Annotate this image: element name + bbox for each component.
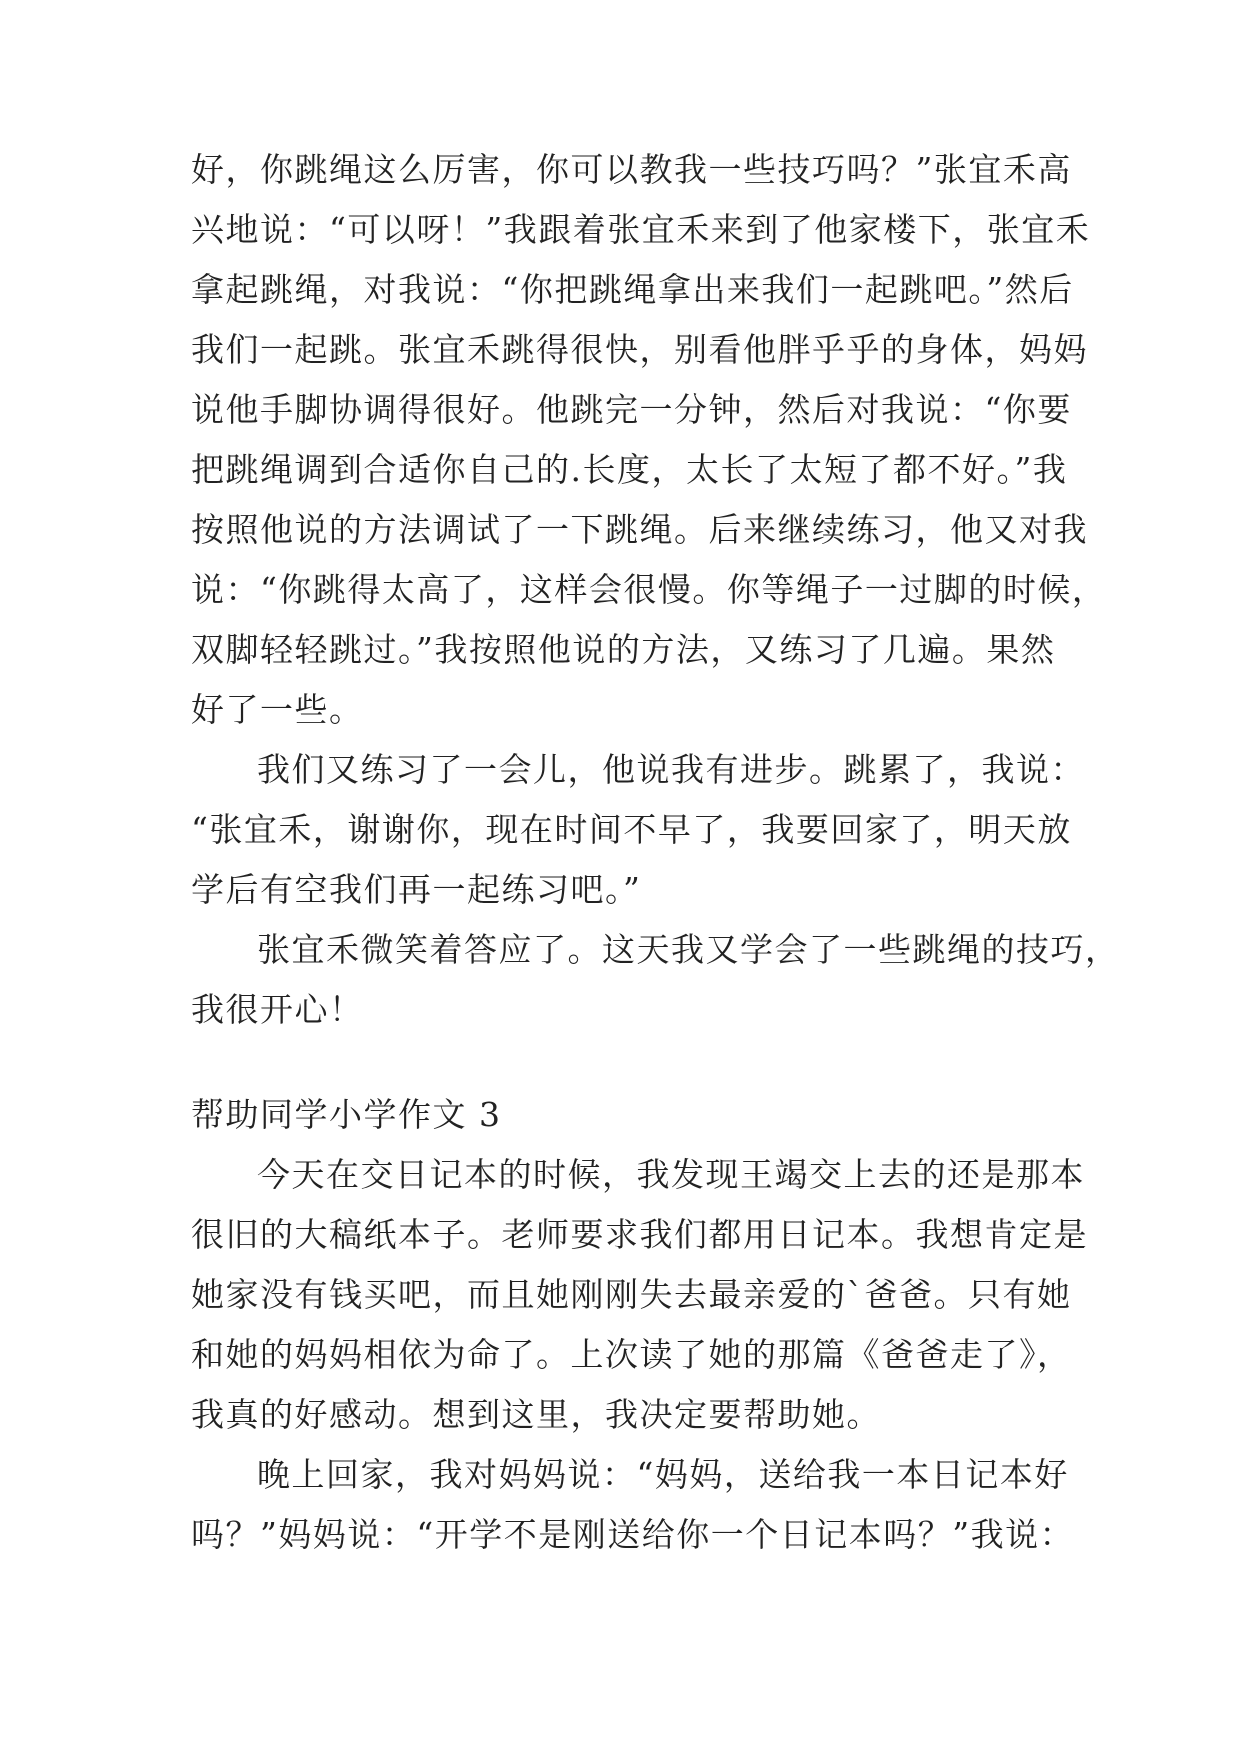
text-line: 张宜禾微笑着答应了。这天我又学会了一些跳绳的技巧， <box>257 930 1120 969</box>
text-line: 吗？”妈妈说：“开学不是刚送给你一个日记本吗？”我说： <box>191 1515 1075 1554</box>
text-line: 她家没有钱买吧，而且她刚刚失去最亲爱的`爸爸。只有她 <box>191 1275 1072 1314</box>
text-line: 双脚轻轻跳过。”我按照他说的方法，又练习了几遍。果然 <box>191 630 1056 669</box>
text-line: 好，你跳绳这么厉害，你可以教我一些技巧吗？”张宜禾高 <box>191 150 1072 189</box>
text-line: 和她的妈妈相依为命了。上次读了她的那篇《爸爸走了》， <box>191 1335 1072 1374</box>
text-line: 兴地说：“可以呀！”我跟着张宜禾来到了他家楼下，张宜禾 <box>191 210 1091 249</box>
text-line: 把跳绳调到合适你自己的.长度，太长了太短了都不好。”我 <box>191 450 1068 489</box>
text-line: 很旧的大稿纸本子。老师要求我们都用日记本。我想肯定是 <box>191 1215 1088 1254</box>
text-line: “张宜禾，谢谢你，现在时间不早了，我要回家了，明天放 <box>191 810 1072 849</box>
text-line: 按照他说的方法调试了一下跳绳。后来继续练习，他又对我 <box>191 510 1088 549</box>
text-line: 我们一起跳。张宜禾跳得很快，别看他胖乎乎的身体，妈妈 <box>191 330 1088 369</box>
paragraph-3 <box>191 920 1120 1040</box>
paragraph-4 <box>191 1145 1088 1445</box>
text-line: 说他手脚协调得很好。他跳完一分钟，然后对我说：“你要 <box>191 390 1072 429</box>
document-body <box>191 140 1120 1565</box>
text-line: 我真的好感动。想到这里，我决定要帮助她。 <box>191 1395 881 1434</box>
text-line: 好了一些。 <box>191 690 364 729</box>
text-line: 我很开心！ <box>191 990 364 1029</box>
text-line: 今天在交日记本的时候，我发现王竭交上去的还是那本 <box>257 1155 1085 1194</box>
section-gap <box>191 1040 1071 1085</box>
paragraph-5 <box>191 1445 1075 1565</box>
section-title: 帮助同学小学作文 3 <box>191 1095 502 1134</box>
paragraph-1 <box>191 140 1107 740</box>
text-line: 我们又练习了一会儿，他说我有进步。跳累了，我说： <box>257 750 1085 789</box>
paragraph-2 <box>191 740 1085 920</box>
text-line: 说：“你跳得太高了，这样会很慢。你等绳子一过脚的时候， <box>191 570 1107 609</box>
text-line: 拿起跳绳，对我说：“你把跳绳拿出来我们一起跳吧。”然后 <box>191 270 1074 309</box>
text-line: 学后有空我们再一起练习吧。” <box>191 870 642 909</box>
text-line: 晚上回家，我对妈妈说：“妈妈，送给我一本日记本好 <box>257 1455 1069 1494</box>
